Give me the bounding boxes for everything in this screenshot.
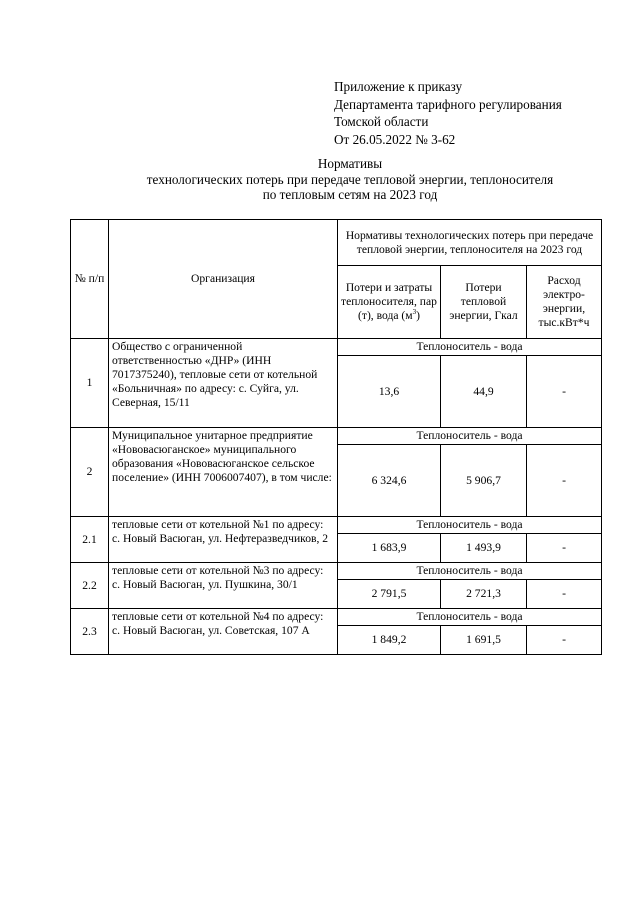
row-organization: Общество с ограниченной ответственностью «ДНР» (ИНН 7017375240), тепловые сети от котельной «Больничная» по адресу: с. Суйга, ул. Северная, 15/11 — [109, 339, 338, 428]
row-num: 2.3 — [71, 609, 109, 655]
table-row — [71, 609, 602, 626]
row-num: 2.2 — [71, 563, 109, 609]
row-carrier-label: Теплоноситель - вода — [338, 609, 602, 626]
row-organization: тепловые сети от котельной №4 по адресу: с. Новый Васюган, ул. Советская, 107 А — [109, 609, 338, 655]
title-line-1: Нормативы — [317, 156, 383, 171]
value-heat-losses: 44,9 — [441, 356, 527, 428]
row-num: 2.1 — [71, 517, 109, 563]
header-norms-group: Нормативы технологических потерь при передаче тепловой энергии, теплоносителя на 2023 год — [338, 220, 602, 266]
title-line-3: по тепловым сетям на 2023 год — [262, 187, 438, 202]
row-num: 1 — [71, 339, 109, 428]
header-num: № п/п — [71, 220, 109, 339]
row-organization: Муниципальное унитарное предприятие «Нововасюганское» муниципального образования «Нововасюганское сельское поселение» (ИНН 7006007407), в том числе: — [109, 428, 338, 517]
header-row — [71, 220, 602, 266]
norms-table — [70, 219, 602, 655]
header-carrier-losses — [338, 266, 441, 339]
value-heat-losses: 2 721,3 — [441, 580, 527, 609]
header-electricity: Расход электро-энергии, тыс.кВт*ч — [527, 266, 602, 339]
row-carrier-label: Теплоноситель - вода — [338, 339, 602, 356]
row-organization: тепловые сети от котельной №1 по адресу: с. Новый Васюган, ул. Нефтеразведчиков, 2 — [109, 517, 338, 563]
value-electricity: - — [527, 356, 602, 428]
appendix-line: Департамента тарифного регулирования — [334, 96, 562, 112]
value-electricity: - — [527, 626, 602, 655]
header-superscript: 3 — [412, 308, 417, 317]
value-electricity: - — [527, 445, 602, 517]
value-carrier-losses: 1 849,2 — [338, 626, 441, 655]
value-electricity: - — [527, 580, 602, 609]
row-carrier-label: Теплоноситель - вода — [338, 563, 602, 580]
value-carrier-losses: 2 791,5 — [338, 580, 441, 609]
header-org: Организация — [109, 220, 338, 339]
header-carrier-losses-text: Потери и затраты теплоносителя, пар (т), вода (м — [341, 281, 437, 322]
value-heat-losses: 5 906,7 — [441, 445, 527, 517]
appendix-line: Томской области — [334, 114, 429, 129]
table-row — [71, 517, 602, 534]
document-title — [100, 156, 600, 203]
row-carrier-label: Теплоноситель - вода — [338, 428, 602, 445]
value-heat-losses: 1 493,9 — [441, 534, 527, 563]
appendix-line: Приложение к приказу — [334, 79, 463, 94]
title-line-2: технологических потерь при передаче тепловой энергии, теплоносителя — [146, 171, 554, 187]
value-heat-losses: 1 691,5 — [441, 626, 527, 655]
table-row — [71, 563, 602, 580]
value-carrier-losses: 6 324,6 — [338, 445, 441, 517]
value-carrier-losses: 1 683,9 — [338, 534, 441, 563]
appendix-block — [334, 78, 624, 148]
table-row — [71, 339, 602, 356]
row-organization: тепловые сети от котельной №3 по адресу: с. Новый Васюган, ул. Пушкина, 30/1 — [109, 563, 338, 609]
header-heat-losses: Потери тепловой энергии, Гкал — [441, 266, 527, 339]
row-num: 2 — [71, 428, 109, 517]
table-row — [71, 428, 602, 445]
value-electricity: - — [527, 534, 602, 563]
value-carrier-losses: 13,6 — [338, 356, 441, 428]
header-carrier-losses-end: ) — [416, 309, 420, 322]
appendix-line: От 26.05.2022 № 3-62 — [334, 131, 456, 147]
row-carrier-label: Теплоноситель - вода — [338, 517, 602, 534]
